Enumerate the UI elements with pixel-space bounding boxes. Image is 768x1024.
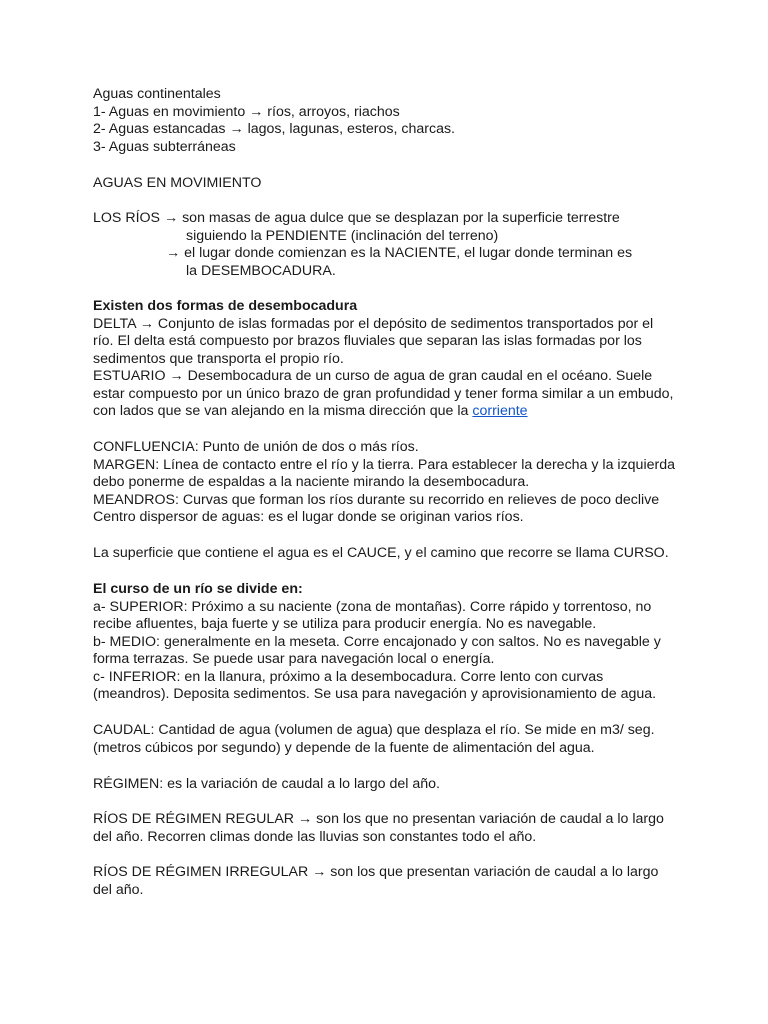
intro-item: 1- Aguas en movimiento → ríos, arroyos, riachos xyxy=(93,103,400,120)
paragraph-line: sedimentos que transporta el propio río. xyxy=(93,350,344,367)
intro-item: 3- Aguas subterráneas xyxy=(93,138,236,155)
definition-line: MARGEN: Línea de contacto entre el río y la tierra. Para establecer la derecha y la izquierda xyxy=(93,456,675,473)
paragraph-text: con lados que se van alejando en la misma dirección que la xyxy=(93,403,473,419)
paragraph-line: DELTA → Conjunto de islas formadas por el depósito de sedimentos transportados por el xyxy=(93,315,654,332)
desembocadura-heading: Existen dos formas de desembocadura xyxy=(93,298,358,314)
curso-line: c- INFERIOR: en la llanura, próximo a la desembocadura. Corre lento con curvas xyxy=(93,668,604,685)
cauce-line: La superficie que contiene el agua es el CAUCE, y el camino que recorre se llama CURSO. xyxy=(93,545,669,561)
definition-line: CONFLUENCIA: Punto de unión de dos o más ríos. xyxy=(93,439,419,455)
intro-item: 2- Aguas estancadas → lagos, lagunas, esteros, charcas. xyxy=(93,121,455,137)
caudal-line: CAUDAL: Cantidad de agua (volumen de agua) que desplaza el río. Se mide en m3/ seg. xyxy=(93,722,655,738)
paragraph-line: río. El delta está compuesto por brazos fluviales que separan las islas formadas por los xyxy=(93,333,642,349)
curso-line: recibe afluentes, baja fuerte y se utiliza para producir energía. No es navegable. xyxy=(93,616,597,632)
curso-line: (meandros). Deposita sedimentos. Se usa para navegación y aprovisionamiento de agua. xyxy=(93,686,657,702)
irregular-line: RÍOS DE RÉGIMEN IRREGULAR → son los que presentan variación de caudal a lo largo xyxy=(93,864,659,880)
rios-line: la DESEMBOCADURA. xyxy=(186,262,336,279)
regular-line: RÍOS DE RÉGIMEN REGULAR → son los que no presentan variación de caudal a lo largo xyxy=(93,811,664,827)
curso-line: forma terrazas. Se puede usar para navegación local o energía. xyxy=(93,651,495,667)
curso-line: b- MEDIO: generalmente en la meseta. Corre encajonado y con saltos. No es navegable y xyxy=(93,633,661,650)
caudal-line: (metros cúbicos por segundo) y depende de la fuente de alimentación del agua. xyxy=(93,739,595,756)
corriente-link[interactable]: corriente xyxy=(472,403,528,419)
definition-line: MEANDROS: Curvas que forman los ríos durante su recorrido en relieves de poco declive xyxy=(93,491,660,508)
paragraph-line: estar compuesto por un único brazo de gran profundidad y tener forma similar a un embudo, xyxy=(93,385,674,402)
paragraph-line xyxy=(93,403,528,420)
curso-line: a- SUPERIOR: Próximo a su naciente (zona de montañas). Corre rápido y torrentoso, no xyxy=(93,598,652,615)
regular-line: del año. Recorren climas donde las lluvias son constantes todo el año. xyxy=(93,828,537,845)
regimen-line: RÉGIMEN: es la variación de caudal a lo largo del año. xyxy=(93,776,440,792)
rios-line: → el lugar donde comienzan es la NACIENTE, el lugar donde terminan es xyxy=(166,245,633,261)
rios-line: siguiendo la PENDIENTE (inclinación del terreno) xyxy=(186,227,499,244)
definition-line: Centro dispersor de aguas: es el lugar donde se originan varios ríos. xyxy=(93,509,524,525)
definition-line: debo ponerme de espaldas a la naciente mirando la desembocadura. xyxy=(93,474,530,490)
curso-heading: El curso de un río se divide en: xyxy=(93,581,303,597)
irregular-line: del año. xyxy=(93,881,144,898)
doc-title: Aguas continentales xyxy=(93,86,221,102)
section-heading: AGUAS EN MOVIMIENTO xyxy=(93,175,262,191)
paragraph-line: ESTUARIO → Desembocadura de un curso de agua de gran caudal en el océano. Suele xyxy=(93,368,653,384)
rios-line: LOS RÍOS → son masas de agua dulce que se desplazan por la superficie terrestre xyxy=(93,210,620,226)
